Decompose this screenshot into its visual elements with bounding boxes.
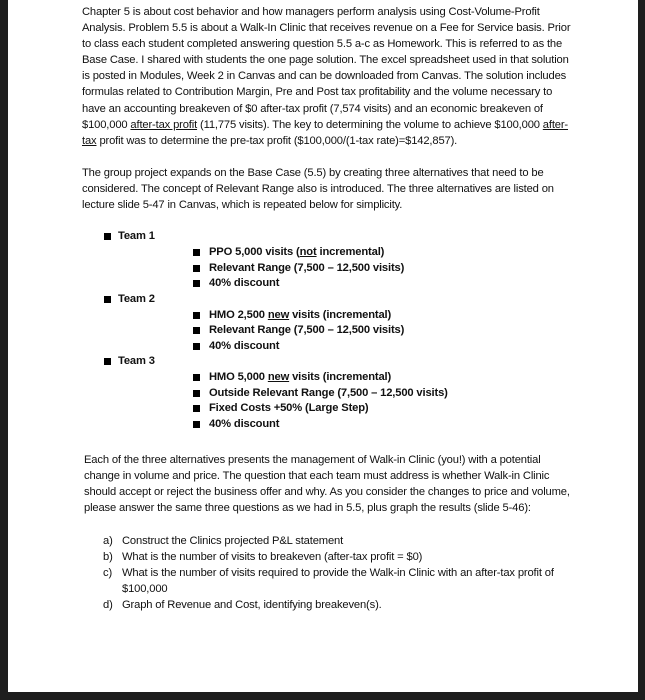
team-2: [82, 292, 574, 355]
intro-text-part3: profit was to determine the pre-tax profit ($100,000/(1-tax rate)=$142,857).: [96, 134, 458, 147]
question-item: [103, 533, 574, 549]
square-bullet-icon: [193, 405, 200, 412]
question-text: What is the number of visits required to provide the Walk-in Clinic with an after-tax profit of $100,000: [122, 566, 554, 595]
square-bullet-icon: [193, 280, 200, 287]
item-text: PPO 5,000 visits (: [209, 246, 300, 259]
question-item: [103, 565, 574, 597]
list-item: [193, 245, 574, 261]
intro-text-part2: (11,775 visits). The key to determining the volume to achieve $100,000: [197, 118, 543, 131]
question-text: Graph of Revenue and Cost, identifying breakeven(s).: [122, 598, 382, 611]
question-label: b): [103, 550, 113, 563]
item-text: Relevant Range (7,500 – 12,500 visits): [209, 261, 405, 274]
item-text: HMO 5,000: [209, 371, 268, 384]
list-item: [193, 386, 574, 402]
question-label: c): [103, 566, 113, 579]
team-2-items: [193, 308, 574, 355]
list-item: [193, 370, 574, 386]
team-3-items: [193, 370, 574, 432]
item-text: visits (incremental): [289, 371, 392, 384]
team-1-items: [193, 245, 574, 292]
document-content: [82, 4, 574, 613]
alternatives-paragraph: Each of the three alternatives presents the management of Walk-in Clinic (you!) with a potential change in volume and price. The question that each team must address is whether Walk-in Clinic should accept or reject the business offer and why. As you consider the changes to price and volume, please answer the same three questions as we had in 5.5, plus graph the results (slide 5-46):: [84, 454, 570, 515]
team-alternatives-list: [82, 229, 574, 432]
square-bullet-icon: [193, 265, 200, 272]
team-label-text: Team 3: [118, 355, 155, 368]
item-underlined-text: not: [299, 246, 317, 259]
list-item: [193, 276, 574, 292]
list-item: [193, 323, 574, 339]
question-item: [103, 597, 574, 613]
team-label-text: Team 1: [118, 230, 155, 243]
item-text: Relevant Range (7,500 – 12,500 visits): [209, 324, 405, 337]
square-bullet-icon: [104, 233, 111, 240]
intro-text-part1: Chapter 5 is about cost behavior and how managers perform analysis using Cost-Volume-Profit Analysis. Problem 5.5 is about a Walk-In Clinic that receives revenue on a Fee for Service basis. Prior to class each student completed answering question 5.5 a-c as Homework. This is referred to as the Base Case. I shared with students the one page solution. The excel spreadsheet used in that solution is posted in Modules, Week 2 in Canvas and can be downloaded from Canvas. The solution includes formulas related to Contribution Margin, Pre and Post tax profitability and the volume necessary to have an accounting breakeven of $0 after-tax profit (7,574 visits) and an economic breakeven of $100,000: [82, 6, 571, 131]
square-bullet-icon: [193, 249, 200, 256]
item-text: 40% discount: [209, 417, 280, 430]
team-1-label: [82, 229, 574, 244]
square-bullet-icon: [193, 312, 200, 319]
group-project-paragraph: The group project expands on the Base Case (5.5) by creating three alternatives that need to be considered. The concept of Relevant Range also is introduced. The three alternatives are listed on lecture slide 5-47 in Canvas, which is repeated below for simplicity.: [82, 166, 554, 212]
team-1: [82, 229, 574, 292]
underlined-after-tax: after-tax: [82, 118, 569, 147]
list-item: [193, 339, 574, 355]
square-bullet-icon: [193, 390, 200, 397]
list-item: [193, 308, 574, 324]
item-text: Outside Relevant Range (7,500 – 12,500 visits): [209, 386, 448, 399]
question-item: [103, 549, 574, 565]
square-bullet-icon: [104, 358, 111, 365]
item-text: Fixed Costs +50% (Large Step): [209, 402, 369, 415]
square-bullet-icon: [193, 327, 200, 334]
item-text: 40% discount: [209, 277, 280, 290]
square-bullet-icon: [104, 296, 111, 303]
questions-list: [82, 533, 574, 613]
list-item: [193, 401, 574, 417]
square-bullet-icon: [193, 421, 200, 428]
team-2-label: [82, 292, 574, 307]
intro-paragraph: [82, 4, 574, 149]
team-3: [82, 354, 574, 432]
square-bullet-icon: [193, 343, 200, 350]
document-page: [8, 0, 638, 692]
question-text: Construct the Clinics projected P&L statement: [122, 534, 344, 547]
list-item: [193, 261, 574, 277]
list-item: [193, 417, 574, 433]
question-label: a): [103, 534, 113, 547]
question-label: d): [103, 598, 113, 611]
team-label-text: Team 2: [118, 292, 155, 305]
item-text: visits (incremental): [289, 308, 392, 321]
square-bullet-icon: [193, 374, 200, 381]
question-text: What is the number of visits to breakeven (after-tax profit = $0): [122, 550, 423, 563]
team-3-label: [82, 354, 574, 369]
item-underlined-text: new: [267, 371, 290, 384]
item-text: HMO 2,500: [209, 308, 268, 321]
item-text: incremental): [316, 246, 385, 259]
item-underlined-text: new: [267, 308, 290, 321]
underlined-after-tax-profit: after-tax profit: [130, 118, 198, 131]
item-text: 40% discount: [209, 339, 280, 352]
